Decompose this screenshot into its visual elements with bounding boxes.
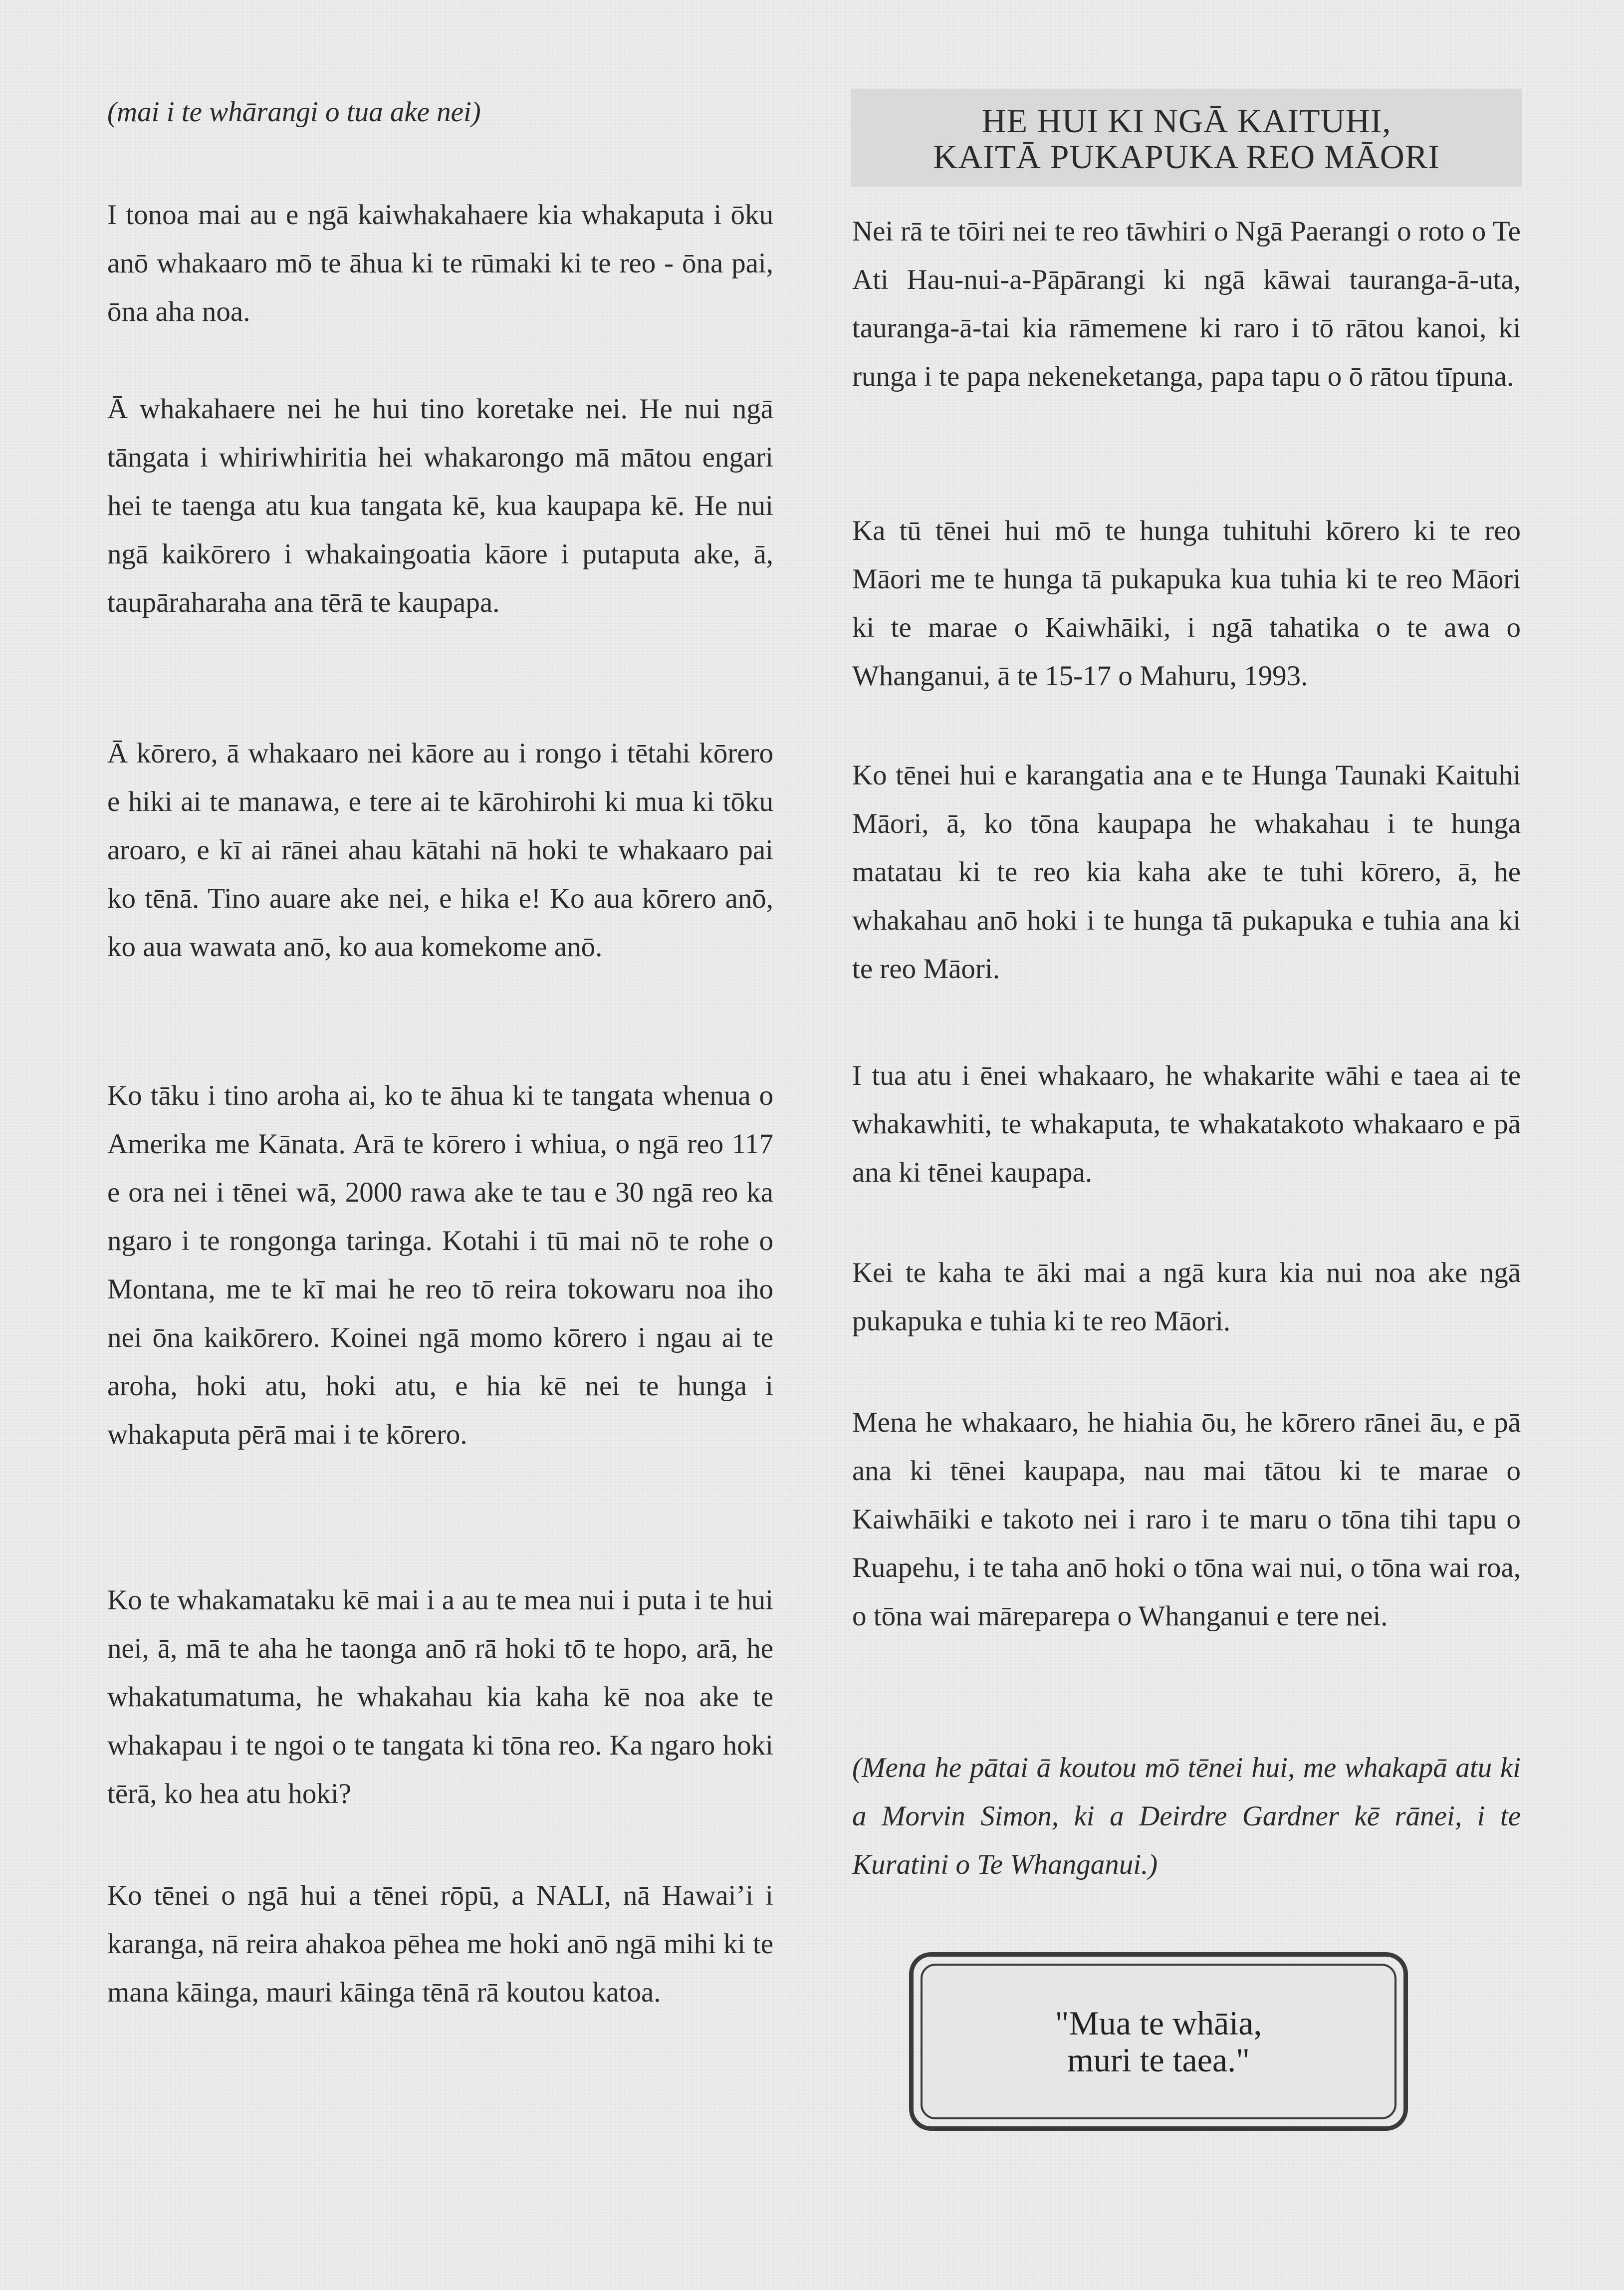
right-paragraph-4: I tua atu i ēnei whakaaro, he whakarite wāhi e taea ai te whakawhiti, te whakaputa, te whakatakoto whakaaro e pā ana ki tēnei kaupapa. (852, 1060, 1521, 1188)
left-paragraph-3: Ā kōrero, ā whakaaro nei kāore au i rongo i tētahi kōrero e hiki ai te manawa, e tere ai te kārohirohi ki mua ki tōku aroaro, e kī ai rānei ahau kātahi nā hoki te whakaaro pai ko tēnā. Tino auare ake nei, e hika e! Ko aua kōrero anō, ko aua wawata anō, ko aua komekome anō. (107, 738, 773, 963)
proverb-line-2: muri te taea." (1067, 2041, 1250, 2079)
right-paragraph-5: Kei te kaha te āki mai a ngā kura kia nui noa ake ngā pukapuka e tuhia ki te reo Māori. (852, 1257, 1521, 1337)
left-paragraph-1: I tonoa mai au e ngā kaiwhakahaere kia whakaputa i ōku anō whakaaro mō te āhua ki te rūmaki ki te reo - ōna pai, ōna aha noa. (107, 199, 773, 327)
left-paragraph-4: Ko tāku i tino aroha ai, ko te āhua ki te tangata whenua o Amerika me Kānata. Arā te kōrero i whiua, o ngā reo 117 e ora nei i tēnei wā, 2000 rawa ake te tau e 30 ngā reo ka ngaro i te rongonga taringa. Kotahi i tū mai nō te rohe o Montana, me te kī mai he reo tō reira tokowaru noa iho nei ōna kaikōrero. Koinei ngā momo kōrero i ngau ai te aroha, hoki atu, hoki atu, e hia kē nei te hunga i whakaputa pērā mai i te kōrero. (107, 1080, 773, 1450)
heading-line-2: KAITĀ PUKAPUKA REO MĀORI (933, 138, 1440, 176)
heading-line-1: HE HUI KI NGĀ KAITUHI, (981, 102, 1392, 140)
contact-note: (Mena he pātai ā koutou mō tēnei hui, me whakapā atu ki a Morvin Simon, ki a Deirdre Gardner kē rānei, i te Kuratini o Te Whanganui.) (852, 1752, 1521, 1880)
continuation-note: (mai i te whārangi o tua ake nei) (107, 96, 481, 128)
right-paragraph-1: Nei rā te tōiri nei te reo tāwhiri o Ngā Paerangi o roto o Te Ati Hau-nui-a-Pāpārangi ki ngā kāwai tauranga-ā-uta, tauranga-ā-tai kia rāmemene ki raro i tō rātou kanoi, ki runga i te papa nekeneketanga, papa tapu o ō rātou tīpuna. (852, 216, 1521, 392)
right-paragraph-3: Ko tēnei hui e karangatia ana e te Hunga Taunaki Kaituhi Māori, ā, ko tōna kaupapa he whakahau i te hunga matatau ki te reo kia kaha ake te tuhi kōrero, ā, he whakahau anō hoki i te hunga tā pukapuka e tuhia ana ki te reo Māori. (852, 760, 1521, 985)
right-paragraph-6: Mena he whakaaro, he hiahia ōu, he kōrero rānei āu, e pā ana ki tēnei kaupapa, nau mai tātou ki te marae o Kaiwhāiki e takoto nei i raro i te maru o tōna tihi tapu o Ruapehu, i te taha anō hoki o tōna wai nui, o tōna wai roa, o tōna wai māreparepa o Whanganui e tere nei. (852, 1407, 1521, 1632)
article-heading (851, 89, 1522, 187)
proverb-box (909, 1952, 1408, 2131)
left-paragraph-5: Ko te whakamataku kē mai i a au te mea nui i puta i te hui nei, ā, mā te aha he taonga anō rā hoki tō te hopo, arā, he whakatumatuma, he whakahau kia kaha kē noa ake te whakapau i te ngoi o te tangata ki tōna reo. Ka ngaro hoki tērā, ko hea atu hoki? (107, 1584, 773, 1809)
right-paragraph-2: Ka tū tēnei hui mō te hunga tuhituhi kōrero ki te reo Māori me te hunga tā pukapuka kua tuhia ki te reo Māori ki te marae o Kaiwhāiki, i ngā tahatika o te awa o Whanganui, ā te 15-17 o Mahuru, 1993. (852, 515, 1521, 692)
left-paragraph-2: Ā whakahaere nei he hui tino koretake nei. He nui ngā tāngata i whiriwhiritia hei whakarongo mā mātou engari hei te taenga atu kua tangata kē, kua kaupapa kē. He nui ngā kaikōrero i whakaingoatia kāore i putaputa ake, ā, taupāraharaha ana tērā te kaupapa. (107, 393, 773, 618)
proverb-line-1: "Mua te whāia, (1055, 2004, 1262, 2042)
left-paragraph-6: Ko tēnei o ngā hui a tēnei rōpū, a NALI, nā Hawai’i i karanga, nā reira ahakoa pēhea me hoki anō ngā mihi ki te mana kāinga, mauri kāinga tēnā rā koutou katoa. (107, 1880, 773, 2008)
proverb-inner-frame (921, 1964, 1396, 2119)
